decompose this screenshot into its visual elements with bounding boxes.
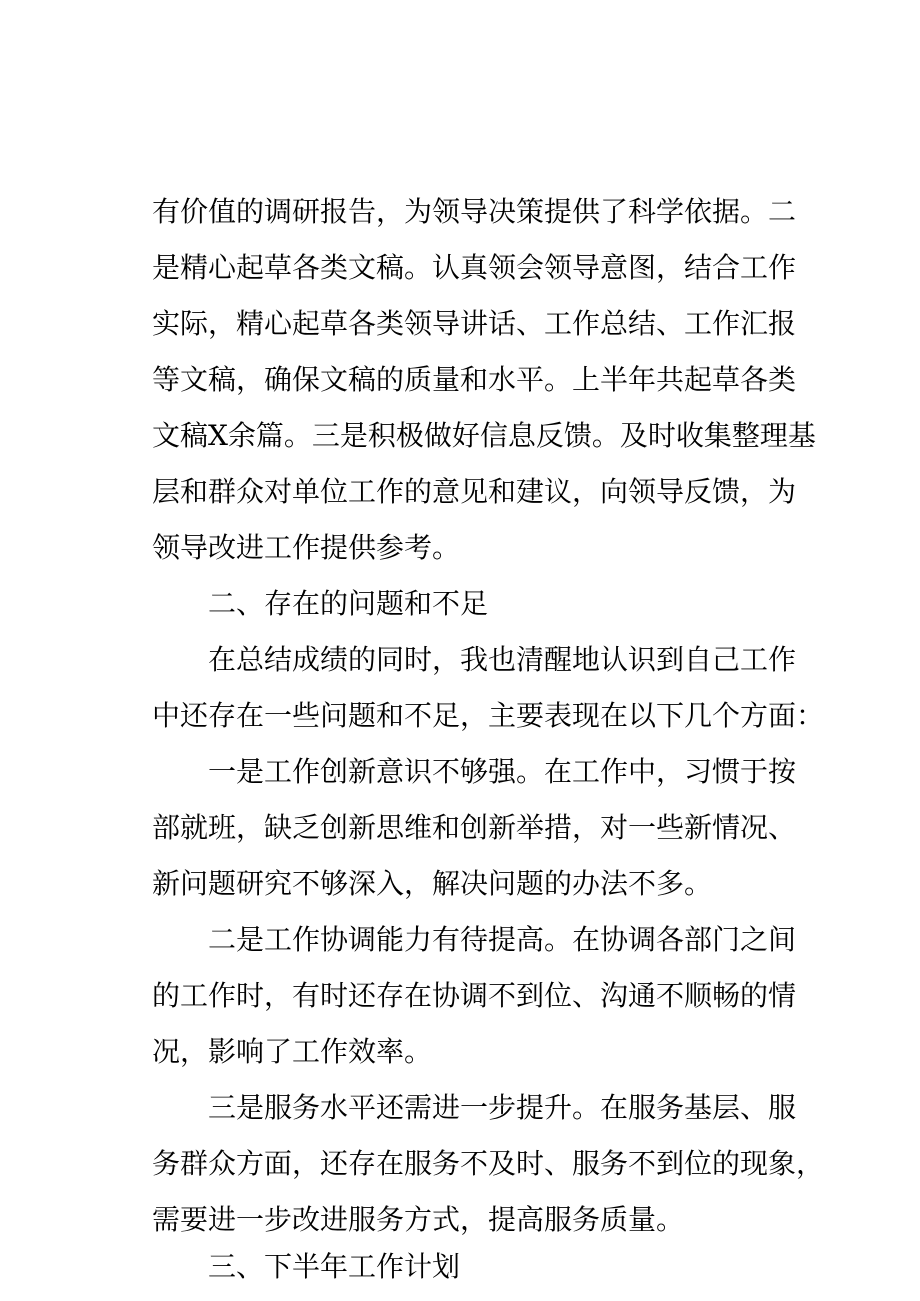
body-text-line: 领导改进工作提供参考。 bbox=[152, 531, 461, 564]
body-text-line: 中还存在一些问题和不足，主要表现在以下几个方面： bbox=[152, 699, 825, 732]
body-text-line: 文稿X余篇。三是积极做好信息反馈。及时收集整理基 bbox=[152, 419, 816, 452]
body-text-line: 一是工作创新意识不够强。在工作中，习惯于按 bbox=[208, 755, 797, 788]
body-text-line: 有价值的调研报告，为领导决策提供了科学依据。二 bbox=[152, 195, 797, 228]
body-text-line: 新问题研究不够深入，解决问题的办法不多。 bbox=[152, 867, 713, 900]
body-text-line: 实际，精心起草各类领导讲话、工作总结、工作汇报 bbox=[152, 307, 797, 340]
section-heading-plan: 三、下半年工作计划 bbox=[208, 1250, 461, 1283]
body-text-line: 需要进一步改进服务方式，提高服务质量。 bbox=[152, 1203, 685, 1236]
body-text-line: 三是服务水平还需进一步提升。在服务基层、服 bbox=[208, 1091, 797, 1124]
body-text-line: 务群众方面，还存在服务不及时、服务不到位的现象， bbox=[152, 1147, 825, 1180]
body-text-line: 部就班，缺乏创新思维和创新举措，对一些新情况、 bbox=[152, 811, 797, 844]
body-text-line: 在总结成绩的同时，我也清醒地认识到自己工作 bbox=[208, 643, 797, 676]
body-text-line: 况，影响了工作效率。 bbox=[152, 1035, 433, 1068]
body-text-line: 二是工作协调能力有待提高。在协调各部门之间 bbox=[208, 923, 797, 956]
body-text-line: 等文稿，确保文稿的质量和水平。上半年共起草各类 bbox=[152, 363, 797, 396]
body-text-line: 层和群众对单位工作的意见和建议，向领导反馈，为 bbox=[152, 475, 797, 508]
section-heading-problems: 二、存在的问题和不足 bbox=[208, 587, 489, 620]
body-text-line: 是精心起草各类文稿。认真领会领导意图，结合工作 bbox=[152, 251, 797, 284]
body-text-line: 的工作时，有时还存在协调不到位、沟通不顺畅的情 bbox=[152, 979, 797, 1012]
